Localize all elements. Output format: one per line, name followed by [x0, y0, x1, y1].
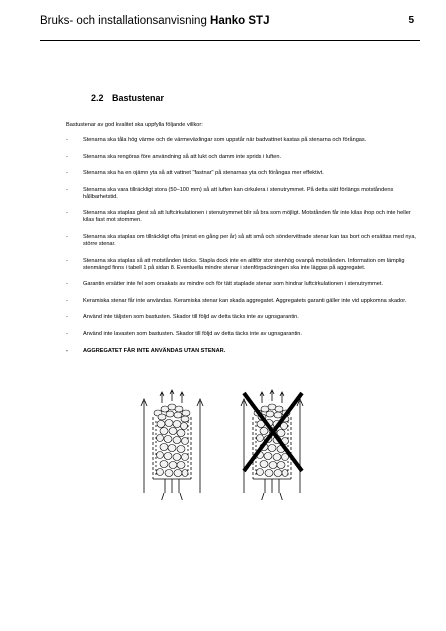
list-bullet: - [66, 297, 68, 304]
list-item-text: AGGREGATET FÅR INTE ANVÄNDAS UTAN STENAR. [83, 347, 226, 354]
list-item-text: Stenarna ska ha en ojämn yta så att vattnet "fastnar" på stenarnas yta och förångas mer effektivt. [83, 170, 324, 177]
correct-stacking-illustration [141, 390, 203, 500]
list-item [66, 187, 418, 201]
list-item-text: Använd inte lavasten som bastusten. Skador till följd av detta täcks inte av ugnsgarantin. [83, 330, 302, 337]
list-item [66, 281, 418, 288]
list-item [66, 154, 418, 161]
stone-stacking-illustrations [140, 385, 330, 500]
list-item-text: Keramiska stenar får inte användas. Keramiska stenar kan skada aggregatet. Aggregatets garanti gäller inte vid uppkomna skador. [83, 297, 407, 304]
list-bullet: - [66, 330, 68, 337]
list-bullet: - [66, 281, 68, 288]
list-bullet: - [66, 347, 68, 354]
section-title: Bastustenar [112, 93, 165, 103]
intro-paragraph: Bastustenar av god kvalitet ska uppfylla följande villkor: [66, 122, 203, 128]
title-prefix: Bruks- och installationsanvisning [40, 15, 211, 27]
list-bullet: - [66, 170, 68, 177]
list-item-text: Stenarna ska staplas så att motstånden täcks. Stapla dock inte en alltför stor stenhög ovanpå motstånden. Information om lämplig stenmängd finns i tabell 1 på sidan 8. Eventuella mindre stenar i stenförpackningen ska inte läggas på aggregatet. [83, 257, 405, 271]
list-bullet: - [66, 257, 68, 264]
list-item [66, 331, 418, 338]
list-item [66, 137, 418, 144]
list-item [66, 258, 418, 272]
list-item-text: Garantin ersätter inte fel som orsakats av mindre och för tätt staplade stenar som hindrar luftcirkulationen i stenutrymmet. [83, 281, 384, 288]
list-item [66, 170, 418, 177]
list-item [66, 348, 418, 355]
list-item-text: Stenarna ska staplas glest så att luftcirkulationen i stenutrymmet blir så bra som möjligt. Motstånden får inte kilas ihop och inte heller kilas fast mot stommen. [83, 210, 411, 224]
list-bullet: - [66, 233, 68, 240]
list-item-text: Stenarna ska vara tillräckligt stora (50–100 mm) så att luften kan cirkulera i stenutrymmet. På detta sätt förlängs motståndens hållbarhetstid. [83, 186, 394, 200]
header-divider [40, 40, 420, 41]
list-item [66, 298, 418, 305]
list-bullet: - [66, 186, 68, 193]
product-name: Hanko STJ [210, 15, 270, 27]
list-item-text: Använd inte täljsten som bastusten. Skador till följd av detta täcks inte av ugnsgarantin. [83, 314, 299, 321]
list-item [66, 234, 418, 248]
list-bullet: - [66, 153, 68, 160]
illustration-canvas [140, 385, 330, 500]
section-number: 2.2 [91, 93, 104, 103]
incorrect-stacking-illustration [241, 390, 303, 500]
list-item-text: Stenarna ska tåla hög värme och de värmeväxlingar som uppstår när badvattnet kastas på stenarna och förångas. [83, 137, 367, 143]
list-item-text: Stenarna ska rengöras före användning så att lukt och damm inte sprids i luften. [83, 153, 282, 160]
list-bullet: - [66, 314, 68, 321]
section-heading [91, 93, 164, 103]
list-item-text: Stenarna ska staplas om tillräckligt ofta (minst en gång per år) så att små och söndervittrade stenar kan tas bort och ersättas med nya, större stenar. [83, 233, 416, 247]
requirements-list [66, 137, 418, 364]
page-number: 5 [408, 15, 414, 26]
list-bullet: - [66, 137, 68, 143]
page-header [0, 0, 446, 46]
list-bullet: - [66, 210, 68, 217]
list-item [66, 314, 418, 321]
document-title [40, 15, 269, 27]
list-item [66, 210, 418, 224]
